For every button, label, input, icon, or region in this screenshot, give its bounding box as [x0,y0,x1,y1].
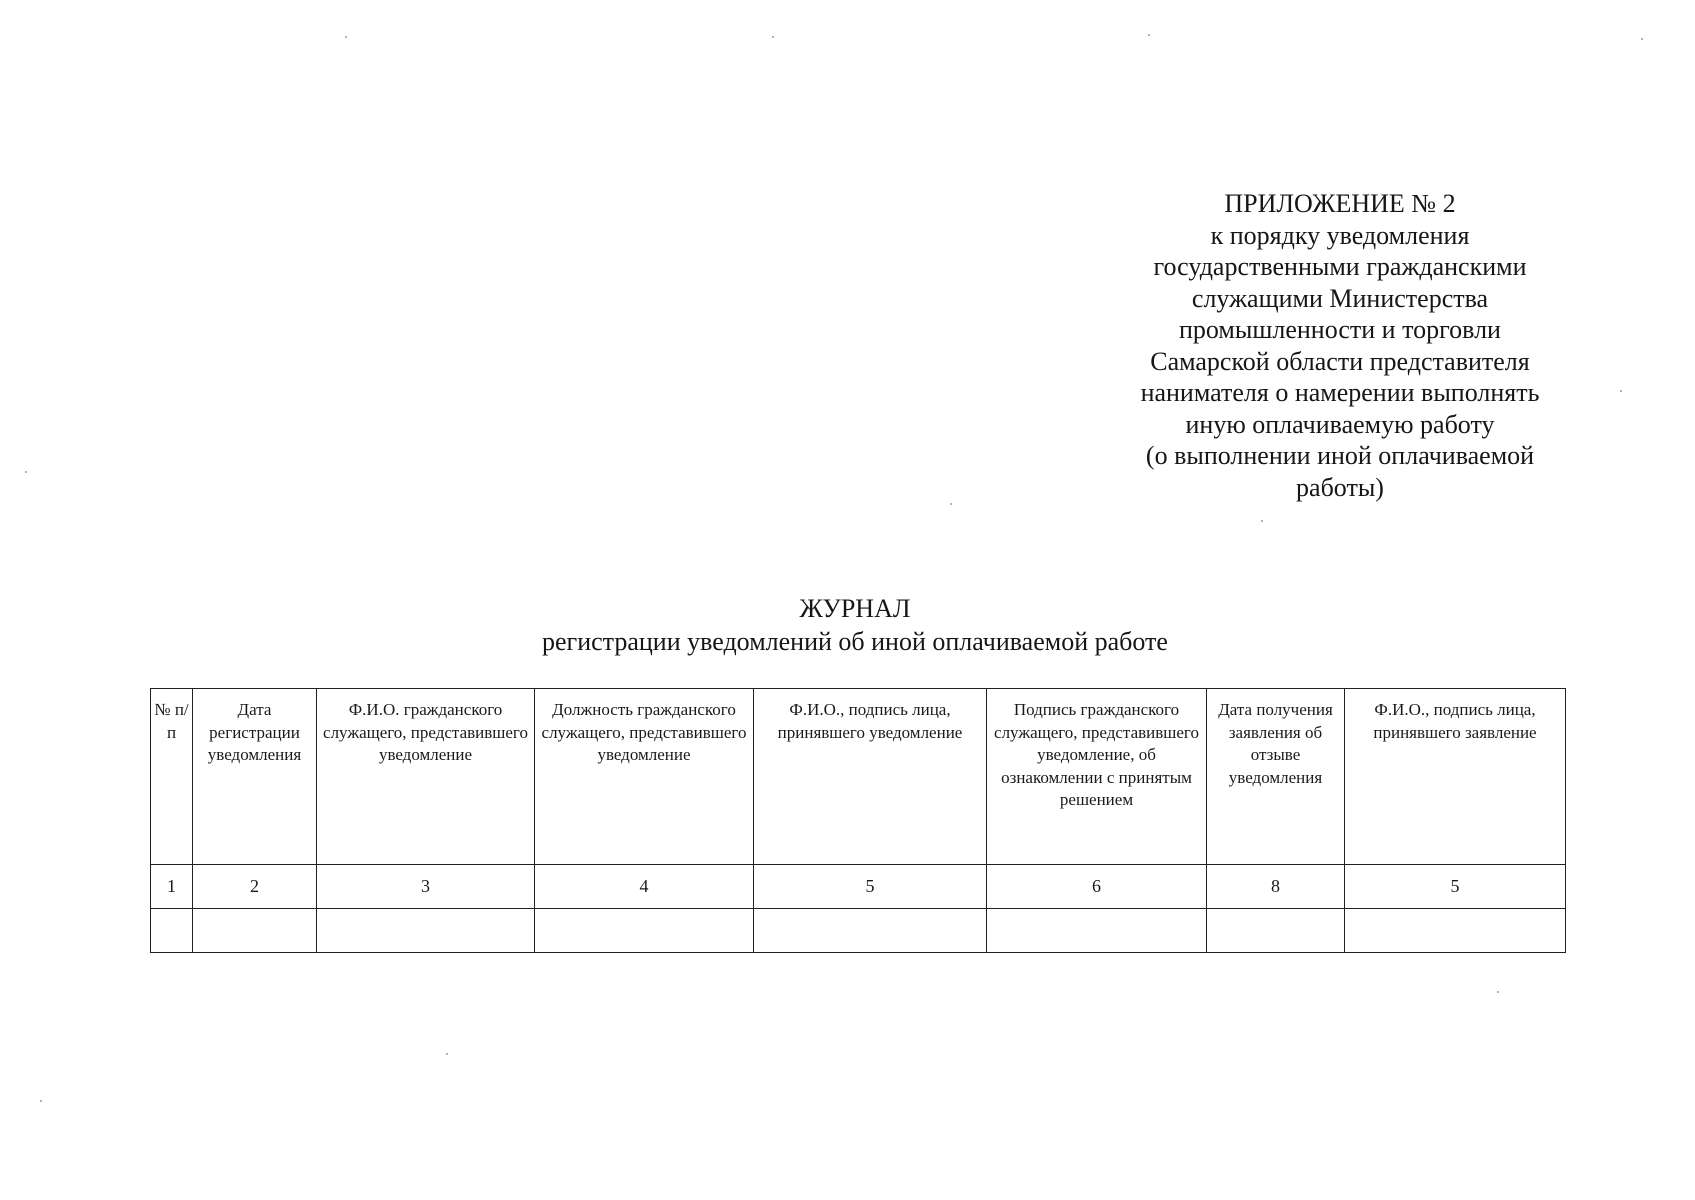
column-number-cell: 4 [535,865,754,909]
table-cell [317,909,535,953]
journal-subtitle: регистрации уведомлений об иной оплачиваемой работе [542,627,1168,656]
table-header-row [151,689,1566,865]
scan-speck [1497,991,1499,993]
scan-speck [950,503,952,505]
table-cell [535,909,754,953]
column-number-cell: 8 [1207,865,1345,909]
header-receiver-name-signature: Ф.И.О., подпись лица, принявшего уведомление [754,689,987,865]
annex-line: служащими Министерства [1191,283,1489,313]
header-withdrawal-receiver: Ф.И.О., подпись лица, принявшего заявление [1345,689,1566,865]
column-number-cell: 2 [193,865,317,909]
journal-title: ЖУРНАЛ [799,594,911,623]
annex-line: промышленности и торговли [1179,315,1501,344]
column-number-cell: 6 [987,865,1207,909]
scan-speck [25,471,27,473]
table-cell [987,909,1207,953]
header-servant-signature: Подпись гражданского служащего, представившего уведомление, об ознакомлении с принятым решением [987,689,1207,865]
table-cell [1345,909,1566,953]
journal-heading [0,592,1695,658]
header-servant-position: Должность гражданского служащего, представившего уведомление [535,689,754,865]
header-withdrawal-date: Дата получения заявления об отзыве уведомления [1207,689,1345,865]
annex-line: (о выполнении иной оплачиваемой [1145,441,1535,470]
column-number-cell: 3 [317,865,535,909]
scan-speck [345,36,347,38]
scan-speck [446,1053,448,1055]
annex-header [1080,188,1600,503]
annex-line: нанимателя о намерении выполнять [1140,378,1540,407]
header-registration-date: Дата регистрации уведомления [193,689,317,865]
annex-line: Самарской области представителя [1150,346,1530,376]
scan-speck [772,36,774,38]
scan-speck [40,1100,42,1102]
scan-speck [1261,520,1263,522]
annex-line: государственными гражданскими [1153,252,1527,281]
annex-line: ПРИЛОЖЕНИЕ № 2 [1224,189,1456,218]
registration-journal-table [150,688,1566,953]
column-number-row [151,865,1566,909]
column-number-cell: 5 [1345,865,1566,909]
table-cell [151,909,193,953]
scan-speck [1641,38,1643,40]
table-cell [754,909,987,953]
column-number-cell: 1 [151,865,193,909]
column-number-cell: 5 [754,865,987,909]
annex-line: работы) [1296,472,1384,502]
header-servant-name: Ф.И.О. гражданского служащего, представившего уведомление [317,689,535,865]
annex-line: к порядку уведомления [1210,220,1470,250]
table-cell [1207,909,1345,953]
scan-speck [1148,34,1150,36]
annex-line: иную оплачиваемую работу [1185,409,1495,439]
table-row [151,909,1566,953]
scan-speck [1620,390,1622,392]
table-cell [193,909,317,953]
header-number: № п/п [151,689,193,865]
